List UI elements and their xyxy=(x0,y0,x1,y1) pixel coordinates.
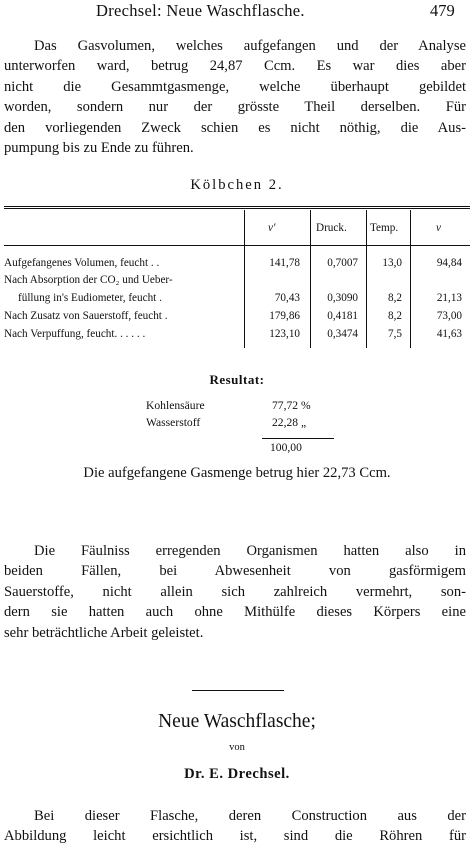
resultat-item-name: Kohlensäure xyxy=(146,399,205,412)
table-cell-druck: 0,3090 xyxy=(327,292,358,304)
table-cell-temp: 7,5 xyxy=(388,328,402,340)
table-cell-v-prime: 70,43 xyxy=(274,292,300,304)
table-cell-druck: 0,7007 xyxy=(327,257,358,269)
table-column-divider xyxy=(366,210,367,348)
text-line: nicht die Gesammtgasmenge, welche überhaupt gebildet xyxy=(4,78,466,95)
text-line: Das Gasvolumen, welches aufgefangen und der Analyse xyxy=(34,38,466,54)
table-row-label: Nach Zusatz von Sauerstoff, feucht . xyxy=(4,310,168,322)
table-caption: Kölbchen 2. xyxy=(190,177,284,193)
text-line: pumpung bis zu Ende zu führen. xyxy=(4,140,194,157)
section-separator xyxy=(192,690,284,691)
text-line: Sauerstoffe, nicht allein sich zahlreich vermehrt, son- xyxy=(4,583,466,600)
paragraph-gas-volume xyxy=(4,36,466,158)
table-column-divider xyxy=(410,210,411,348)
resultat-item-value: 22,28 „ xyxy=(272,416,307,429)
table-cell-temp: 8,2 xyxy=(388,310,402,322)
table-cell-temp: 8,2 xyxy=(388,292,402,304)
table-column-divider xyxy=(310,210,311,348)
text-line: Die Fäulniss erregenden Organismen hatten also in xyxy=(34,543,466,559)
table-header-v: v xyxy=(436,222,441,234)
table-cell-v-prime: 141,78 xyxy=(269,257,300,269)
table-header-temp: Temp. xyxy=(370,222,399,234)
table-cell-v: 41,63 xyxy=(436,328,462,340)
table-header-druck: Druck. xyxy=(316,222,347,234)
text-line: sehr beträchtliche Arbeit geleistet. xyxy=(4,624,204,641)
table-row-label: Aufgefangenes Volumen, feucht . . xyxy=(4,257,160,269)
table-cell-v-prime: 179,86 xyxy=(269,310,300,322)
table-row-label: Nach Absorption der CO₂ und Ueber- xyxy=(4,274,173,286)
table-cell-temp: 13,0 xyxy=(382,257,402,269)
resultat-item-name: Wasserstoff xyxy=(146,416,201,429)
table-cell-v-prime: 123,10 xyxy=(269,328,300,340)
paragraph-construction xyxy=(4,806,466,847)
table-column-divider xyxy=(244,210,245,348)
table-cell-v: 21,13 xyxy=(436,292,462,304)
resultat-heading: Resultat: xyxy=(209,372,265,387)
table-header-v-prime: v' xyxy=(268,222,276,234)
table-row-label: Nach Verpuffung, feucht. . . . . . xyxy=(4,328,146,340)
text-line: Abbildung leicht ersichtlich ist, sind die Röhren für xyxy=(4,828,466,845)
table-cell-v: 73,00 xyxy=(436,310,462,322)
text-line: den vorliegenden Zweck schien es nicht nöthig, die Aus- xyxy=(4,119,466,136)
table-cell-druck: 0,4181 xyxy=(327,310,358,322)
table-cell-v: 94,84 xyxy=(436,257,462,269)
gas-amount-sentence: Die aufgefangene Gasmenge betrug hier 22,73 Ccm. xyxy=(83,465,391,481)
resultat-total: 100,00 xyxy=(270,441,302,454)
running-header xyxy=(0,0,474,22)
text-line: beiden Fällen, bei Abwesenheit von gasförmigem xyxy=(4,563,466,580)
page-number: 479 xyxy=(430,1,455,20)
resultat-item-value: 77,72 % xyxy=(272,399,311,412)
paragraph-organisms xyxy=(4,541,466,643)
article-title: Neue Waschflasche; xyxy=(158,711,316,732)
table-cell-druck: 0,3474 xyxy=(327,328,358,340)
text-line: worden, sondern nur der grösste Theil derselben. Für xyxy=(4,99,466,116)
byline-von: von xyxy=(229,742,245,753)
sum-rule xyxy=(262,438,334,439)
text-line: Bei dieser Flasche, deren Construction aus der xyxy=(34,808,466,824)
table-row-label-continuation: füllung in's Eudiometer, feucht . xyxy=(18,292,162,304)
table-header-rule xyxy=(4,245,470,246)
text-line: dern sie hatten auch ohne Mithülfe dieses Körpers eine xyxy=(4,604,466,621)
article-author: Dr. E. Drechsel. xyxy=(184,766,290,782)
table-top-rule xyxy=(4,206,470,209)
text-line: unterworfen ward, betrug 24,87 Ccm. Es war dies aber xyxy=(4,58,466,75)
running-title: Drechsel: Neue Waschflasche. xyxy=(96,1,305,20)
